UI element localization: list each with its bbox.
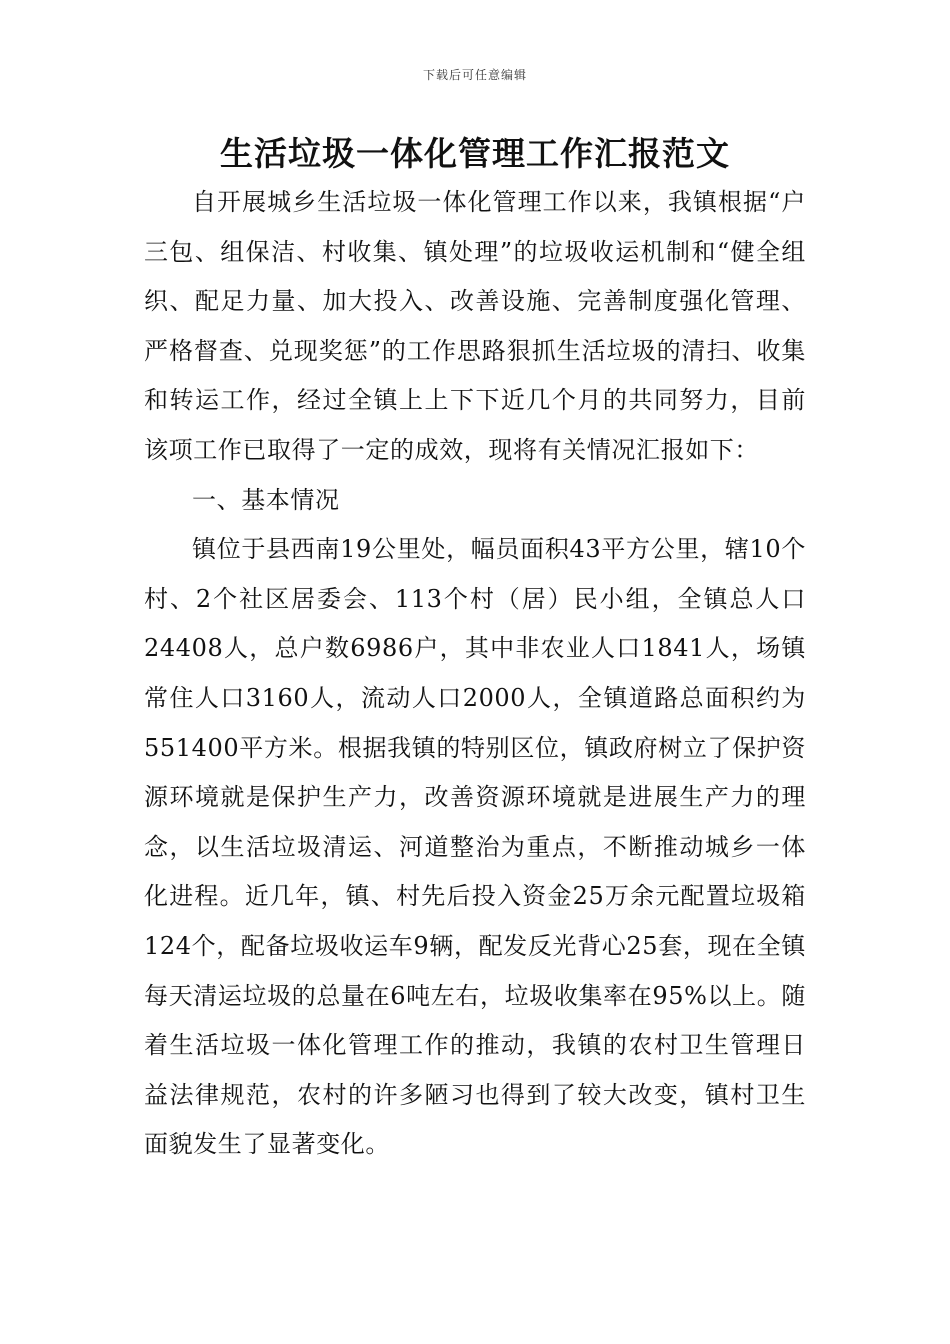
section-heading-basic-situation: 一、基本情况	[192, 485, 340, 514]
document-title: 生活垃圾一体化管理工作汇报范文	[220, 134, 730, 173]
intro-paragraph: 自开展城乡生活垃圾一体化管理工作以来，我镇根据“户三包、组保洁、村收集、镇处理”的垃圾收运机制和“健全组织、配足力量、加大投入、改善设施、完善制度强化管理、严格督查、兑现奖惩”的工作思路狠抓生活垃圾的清扫、收集和转运工作，经过全镇上上下下近几个月的共同努力，目前该项工作已取得了一定的成效，现将有关情况汇报如下：	[144, 188, 806, 464]
header-note: 下载后可任意编辑	[422, 68, 527, 82]
basic-situation-paragraph: 镇位于县西南19公里处，幅员面积43平方公里，辖10个村、2个社区居委会、113个村（居）民小组，全镇总人口24408人，总户数6986户，其中非农业人口1841人，场镇常住人口3160人，流动人口2000人，全镇道路总面积约为551400平方米。根据我镇的特别区位，镇政府树立了保护资源环境就是保护生产力，改善资源环境就是进展生产力的理念，以生活垃圾清运、河道整治为重点，不断推动城乡一体化进程。近几年，镇、村先后投入资金25万余元配置垃圾箱124个，配备垃圾收运车9辆，配发反光背心25套，现在全镇每天清运垃圾的总量在6吨左右，垃圾收集率在95%以上。随着生活垃圾一体化管理工作的推动，我镇的农村卫生管理日益法律规范，农村的许多陋习也得到了较大改变，镇村卫生面貌发生了显著变化。	[144, 535, 806, 1159]
document-body	[144, 178, 806, 1170]
